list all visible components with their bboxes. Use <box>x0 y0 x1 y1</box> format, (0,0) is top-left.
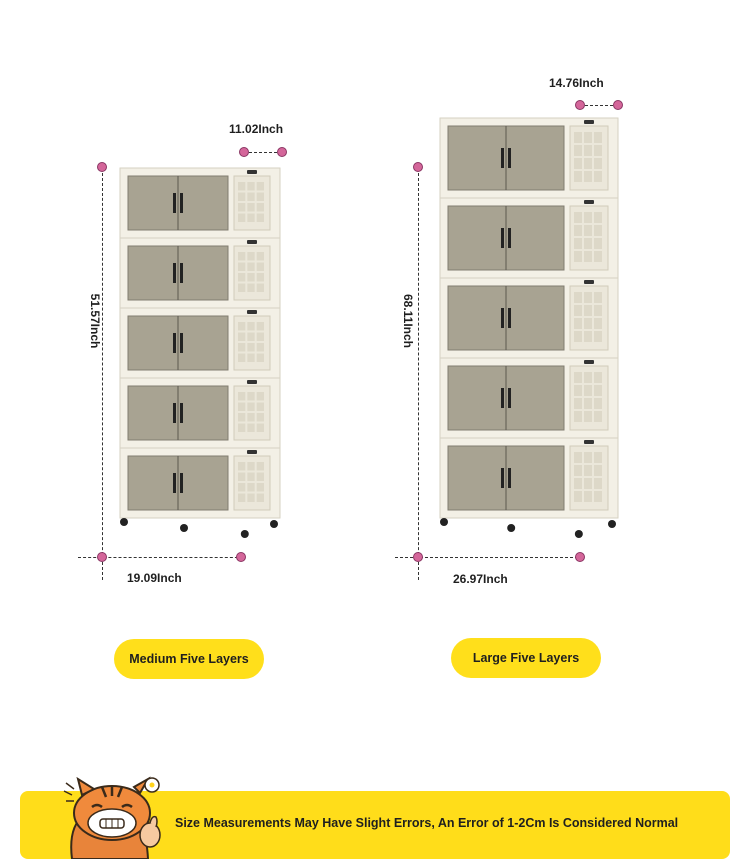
medium-cabinet-image <box>120 168 285 538</box>
medium-side-clip <box>247 240 257 244</box>
medium-height-line <box>102 168 103 580</box>
large-height-label: 68.11Inch <box>401 293 415 349</box>
large-side-clip <box>584 280 594 284</box>
size-notice-banner <box>20 791 730 859</box>
large-side-clip <box>584 200 594 204</box>
medium-width-marker-right <box>236 552 246 562</box>
large-caster-wheel <box>507 524 515 532</box>
medium-five-layers-button[interactable]: Medium Five Layers <box>114 639 264 679</box>
large-door-handle <box>501 228 504 248</box>
medium-side-clip <box>247 450 257 454</box>
large-width-label: 26.97Inch <box>453 572 508 586</box>
medium-caster-wheel <box>120 518 128 526</box>
large-depth-marker-left <box>575 100 585 110</box>
medium-depth-marker-left <box>239 147 249 157</box>
large-height-marker-top <box>413 162 423 172</box>
large-width-marker-left <box>413 552 423 562</box>
medium-side-clip <box>247 380 257 384</box>
medium-height-label: 51.57Inch <box>88 293 102 349</box>
large-side-clip <box>584 440 594 444</box>
large-caster-wheel <box>575 530 583 538</box>
medium-door-handle <box>173 403 176 423</box>
medium-door-handle <box>173 193 176 213</box>
medium-depth-label: 11.02Inch <box>229 122 284 136</box>
medium-side-clip <box>247 310 257 314</box>
medium-depth-marker-right <box>277 147 287 157</box>
large-door-handle <box>501 468 504 488</box>
large-side-clip <box>584 120 594 124</box>
large-door-handle <box>501 388 504 408</box>
large-width-marker-right <box>575 552 585 562</box>
size-notice-text: Size Measurements May Have Slight Errors, An Error of 1-2Cm Is Considered Normal <box>175 816 679 830</box>
large-width-line <box>395 557 583 558</box>
medium-door-handle <box>173 473 176 493</box>
large-door-handle <box>501 308 504 328</box>
large-five-layers-button[interactable]: Large Five Layers <box>451 638 601 678</box>
medium-width-marker-left <box>97 552 107 562</box>
medium-door-handle <box>173 333 176 353</box>
medium-side-clip <box>247 170 257 174</box>
large-side-clip <box>584 360 594 364</box>
large-height-line <box>418 168 419 580</box>
medium-width-label: 19.09Inch <box>127 571 182 585</box>
medium-caster-wheel <box>180 524 188 532</box>
medium-caster-wheel <box>270 520 278 528</box>
large-depth-label: 14.76Inch <box>549 76 604 90</box>
cartoon-cat-thumbs-up-icon <box>62 777 167 859</box>
large-cabinet-image <box>440 118 625 543</box>
medium-height-marker-top <box>97 162 107 172</box>
large-caster-wheel <box>608 520 616 528</box>
large-depth-marker-right <box>613 100 623 110</box>
large-door-handle <box>501 148 504 168</box>
large-caster-wheel <box>440 518 448 526</box>
medium-caster-wheel <box>241 530 249 538</box>
medium-door-handle <box>173 263 176 283</box>
